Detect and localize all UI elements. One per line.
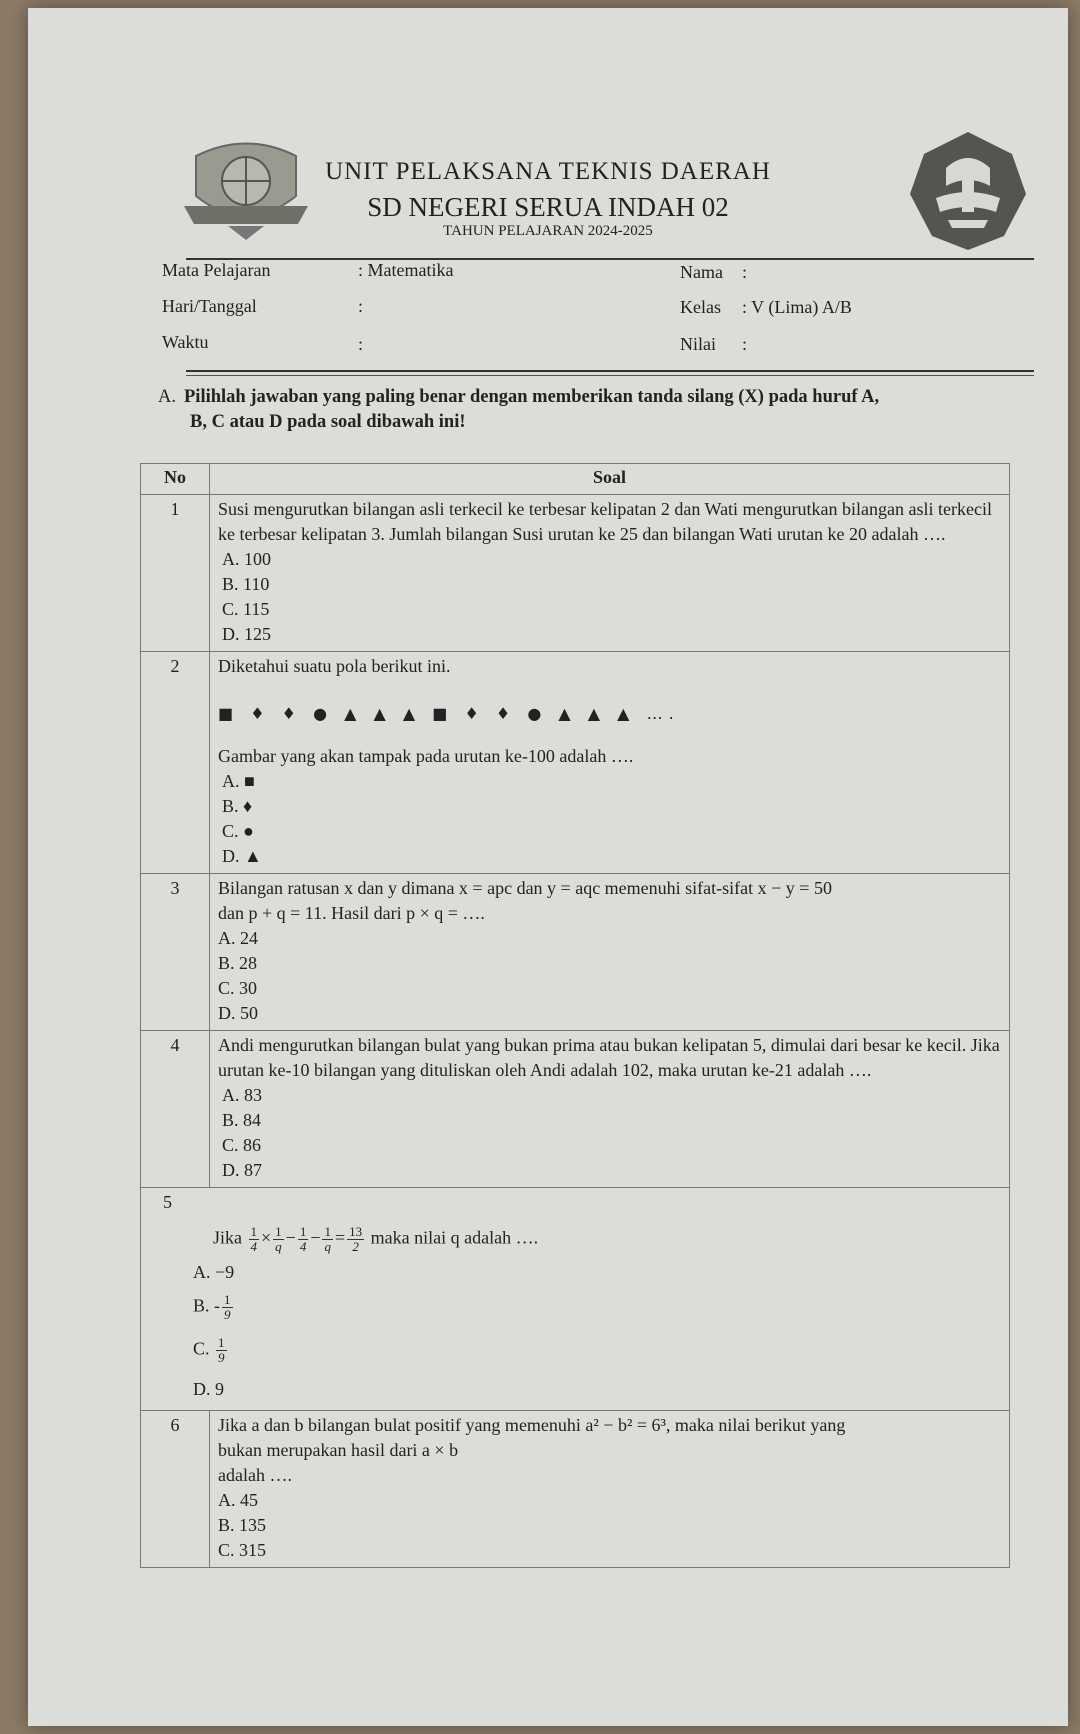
option-a: A. 83 (222, 1085, 262, 1105)
option-d: D. 125 (222, 624, 271, 644)
info-divider-top (186, 370, 1034, 372)
question-row-1 (141, 495, 1010, 652)
question-number: 2 (141, 652, 210, 874)
section-a-instruction (158, 385, 1008, 435)
option-b: B. 84 (222, 1110, 262, 1130)
fraction-1-q: $\frac{1}{q}$ (275, 1224, 282, 1254)
option-b: B. 110 (222, 574, 270, 594)
hari-label: Hari/Tanggal (162, 296, 257, 316)
question-content (210, 1031, 1010, 1188)
fraction-13-2: $\frac{13}{2}$ (349, 1224, 363, 1254)
kelas-value: : V (Lima) A/B (742, 297, 852, 317)
instruction-line2: B, C atau D pada soal dibawah ini! (190, 412, 466, 432)
nilai-label: Nilai (680, 334, 716, 354)
hari-value: : (358, 296, 364, 316)
option-c: C. $\frac{1}{9}$ (193, 1335, 225, 1365)
question-row-2 (141, 652, 1010, 874)
column-no-header: No (141, 464, 210, 495)
question-number: 6 (141, 1411, 210, 1568)
question-number: 4 (141, 1031, 210, 1188)
question-line3: adalah …. (218, 1465, 292, 1485)
question-line1: Jika a dan b bilangan bulat positif yang memenuhi a² − b² = 6³, maka nilai berikut yang (218, 1415, 846, 1435)
fraction-1-9: $\frac{1}{9}$ (218, 1335, 225, 1365)
question-text: Andi mengurutkan bilangan bulat yang bukan prima atau bukan kelipatan 5, dimulai dari besar ke kecil. Jika urutan ke-10 bilangan yang dituliskan oleh Andi adalah 102, maka urutan ke-21 adalah …. (218, 1035, 1000, 1080)
option-a: A. ■ (222, 771, 255, 791)
question-number: 1 (141, 495, 210, 652)
option-d: D. 50 (218, 1003, 258, 1023)
nama-label: Nama (680, 262, 723, 282)
question-line2: dan p + q = 11. Hasil dari p × q = …. (218, 903, 485, 923)
question-line2: bukan merupakan hasil dari a × b (218, 1440, 459, 1460)
question-content (210, 495, 1010, 652)
instruction-line1: Pilihlah jawaban yang paling benar dengan memberikan tanda silang (X) pada huruf A, (184, 387, 880, 407)
fraction-1-9: $\frac{1}{9}$ (224, 1292, 231, 1322)
shape-pattern: ■ ♦ ♦ ● ▲ ▲ ▲ ■ ♦ ♦ ● ▲ ▲ ▲ …. (218, 704, 680, 723)
question-equation: Jika $\frac{1}{4}$ × $\frac{1}{q}$ − $\frac{1}{4}$ − $\frac{1}{q}$ = $\frac{13}{2}$ maka nilai q adalah …. (213, 1224, 539, 1254)
header-line1: UNIT PELAKSANA TEKNIS DAERAH (325, 158, 771, 185)
question-row-4 (141, 1031, 1010, 1188)
question-content (141, 1188, 1010, 1411)
question-content (210, 652, 1010, 874)
column-soal-header: Soal (210, 464, 1010, 495)
equation-tail: maka nilai q adalah …. (370, 1227, 539, 1248)
option-a: A. −9 (193, 1262, 235, 1282)
jika-word: Jika (213, 1227, 242, 1248)
info-divider-bottom (186, 375, 1034, 376)
nama-value: : (742, 262, 748, 282)
kelas-label: Kelas (680, 297, 721, 317)
mapel-value: : Matematika (358, 260, 454, 280)
question-prompt: Gambar yang akan tampak pada urutan ke-100 adalah …. (218, 746, 634, 766)
waktu-value: : (358, 334, 364, 354)
question-row-6 (141, 1411, 1010, 1568)
question-content (210, 1411, 1010, 1568)
question-row-5 (141, 1188, 1010, 1411)
option-a: A. 100 (222, 549, 271, 569)
option-a: A. 24 (218, 928, 258, 948)
table-header-row (141, 464, 1010, 495)
header-divider (186, 258, 1034, 260)
option-c: C. ● (222, 821, 254, 841)
mapel-label: Mata Pelajaran (162, 260, 271, 280)
option-c: C. 315 (218, 1540, 267, 1560)
waktu-label: Waktu (162, 332, 209, 352)
option-d: D. 87 (222, 1160, 262, 1180)
option-b: B. - $\frac{1}{9}$ (193, 1292, 231, 1322)
section-label: A. (158, 387, 176, 407)
fraction-1-q: $\frac{1}{q}$ (324, 1224, 331, 1254)
question-row-3 (141, 874, 1010, 1031)
option-d: D. 9 (193, 1379, 224, 1399)
option-c: C. 115 (222, 599, 270, 619)
option-c: C. 86 (222, 1135, 262, 1155)
option-b: B. 135 (218, 1515, 267, 1535)
question-text: Diketahui suatu pola berikut ini. (218, 656, 451, 676)
option-a: A. 45 (218, 1490, 258, 1510)
header-line3: TAHUN PELAJARAN 2024-2025 (443, 223, 653, 239)
questions-table (140, 463, 1010, 1568)
option-d: D. ▲ (222, 846, 262, 866)
nilai-value: : (742, 334, 748, 354)
fraction-1-4: $\frac{1}{4}$ (250, 1224, 257, 1254)
option-b: B. 28 (218, 953, 258, 973)
option-b: B. ♦ (222, 796, 253, 816)
question-content (210, 874, 1010, 1031)
option-c: C. 30 (218, 978, 258, 998)
header-line2: SD NEGERI SERUA INDAH 02 (367, 192, 729, 222)
question-number: 3 (141, 874, 210, 1031)
question-number: 5 (163, 1192, 172, 1212)
fraction-1-4: $\frac{1}{4}$ (299, 1224, 307, 1254)
question-text: Susi mengurutkan bilangan asli terkecil ke terbesar kelipatan 2 dan Wati mengurutkan bilangan asli terkecil ke terbesar kelipatan 3. Jumlah bilangan Susi urutan ke 25 dan bilangan Wati urutan ke 20 adalah …. (218, 499, 992, 544)
question-line1: Bilangan ratusan x dan y dimana x = apc dan y = aqc memenuhi sifat-sifat x − y = 50 (218, 878, 832, 898)
